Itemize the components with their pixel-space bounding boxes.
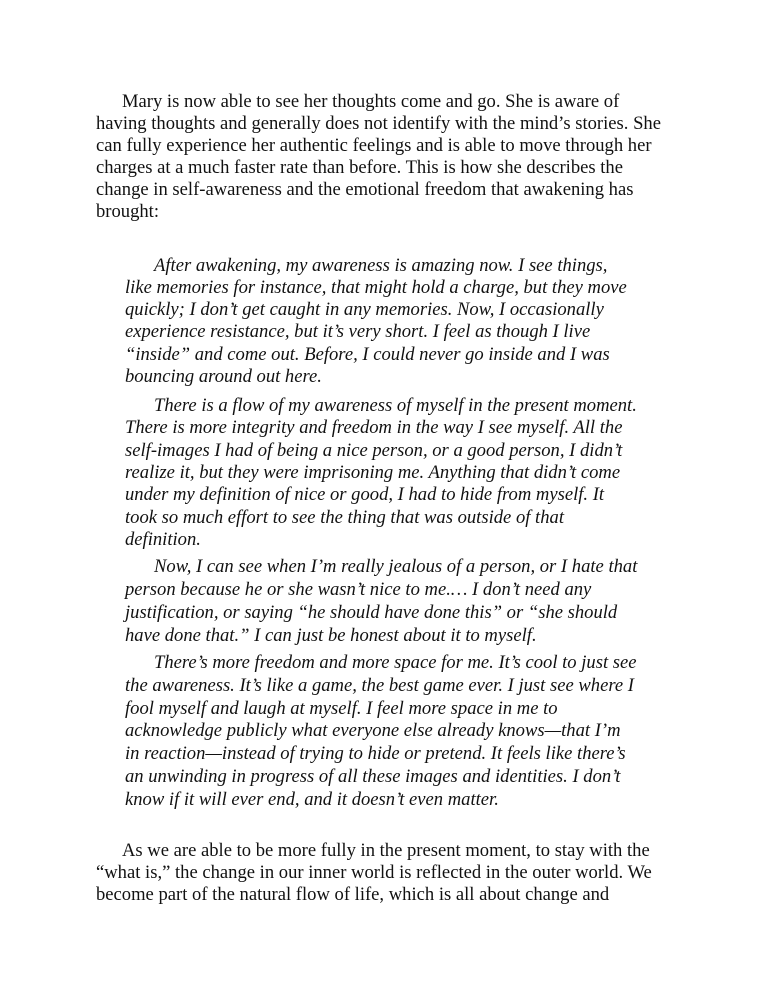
quote-line: “inside” and come out. Before, I could never go inside and I was: [125, 344, 610, 365]
quote-line: There is more integrity and freedom in the way I see myself. All the: [125, 417, 623, 438]
quote-line: acknowledge publicly what everyone else already knows—that I’m: [125, 720, 621, 741]
quote-line: After awakening, my awareness is amazing now. I see things,: [154, 255, 608, 276]
quote-line: Now, I can see when I’m really jealous of a person, or I hate that: [154, 556, 638, 577]
text-line: charges at a much faster rate than before. This is how she describes the: [96, 157, 623, 178]
text-line: having thoughts and generally does not identify with the mind’s stories. She: [96, 113, 661, 134]
quote-line: fool myself and laugh at myself. I feel more space in me to: [125, 698, 558, 719]
quote-line: have done that.” I can just be honest about it to myself.: [125, 625, 537, 646]
quote-line: self-images I had of being a nice person, or a good person, I didn’t: [125, 440, 623, 461]
quote-line: an unwinding in progress of all these images and identities. I don’t: [125, 766, 621, 787]
text-line: As we are able to be more fully in the present moment, to stay with the: [122, 840, 650, 861]
quote-line: justification, or saying “he should have done this” or “she should: [125, 602, 618, 623]
quote-line: under my definition of nice or good, I had to hide from myself. It: [125, 484, 605, 505]
quote-line: experience resistance, but it’s very short. I feel as though I live: [125, 321, 591, 342]
text-line: become part of the natural flow of life, which is all about change and: [96, 884, 610, 905]
quote-line: took so much effort to see the thing that was outside of that: [125, 507, 564, 528]
quote-line: There’s more freedom and more space for me. It’s cool to just see: [154, 652, 637, 673]
quote-line: There is a flow of my awareness of myself in the present moment.: [154, 395, 637, 416]
quote-line: person because he or she wasn’t nice to me.… I don’t need any: [125, 579, 592, 600]
quote-line: quickly; I don’t get caught in any memories. Now, I occasionally: [125, 299, 604, 320]
text-line: Mary is now able to see her thoughts come and go. She is aware of: [122, 91, 620, 112]
quote-line: in reaction—instead of trying to hide or pretend. It feels like there’s: [125, 743, 626, 764]
quote-line: like memories for instance, that might hold a charge, but they move: [125, 277, 627, 298]
quote-line: know if it will ever end, and it doesn’t even matter.: [125, 789, 499, 810]
quote-line: definition.: [125, 529, 201, 550]
quote-line: bouncing around out here.: [125, 366, 322, 387]
quote-line: realize it, but they were imprisoning me. Anything that didn’t come: [125, 462, 621, 483]
text-line: “what is,” the change in our inner world is reflected in the outer world. We: [96, 862, 652, 883]
text-line: brought:: [96, 201, 160, 222]
quote-line: the awareness. It’s like a game, the best game ever. I just see where I: [125, 675, 634, 696]
text-line: change in self-awareness and the emotional freedom that awakening has: [96, 179, 634, 200]
text-line: can fully experience her authentic feelings and is able to move through her: [96, 135, 652, 156]
